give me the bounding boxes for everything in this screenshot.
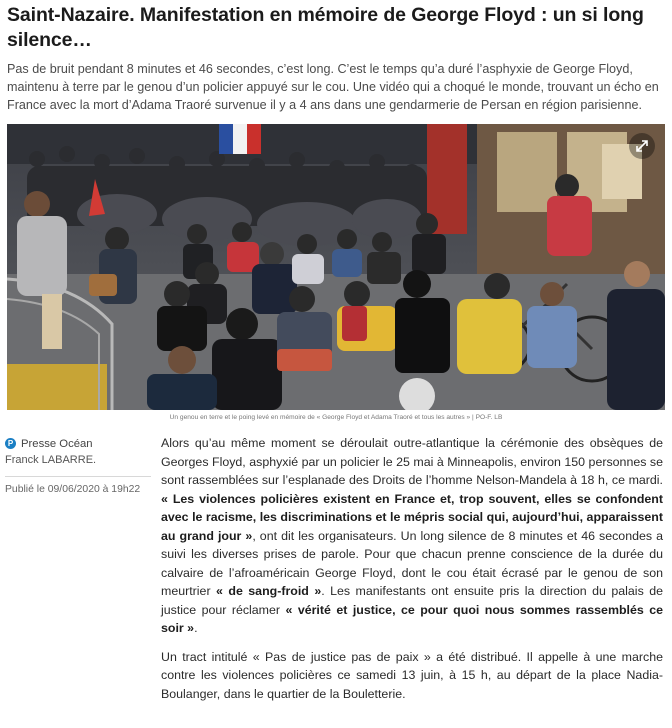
meta-divider: [5, 476, 151, 477]
quote-sang-froid: « de sang-froid »: [216, 584, 322, 598]
author-name: Franck LABARRE.: [5, 454, 97, 466]
source-name[interactable]: Presse Océan: [21, 437, 93, 450]
presse-ocean-logo-icon: P: [5, 438, 16, 449]
article-title: Saint-Nazaire. Manifestation en mémoire de George Floyd : un si long silence…: [7, 4, 644, 51]
body-paragraph-1: [161, 434, 663, 638]
photo-caption: Un genou en terre et le poing levé en mémoire de « George Floyd et Adama Traoré et tous les autres » | PO-F. LB: [169, 414, 503, 421]
article-photo[interactable]: [7, 124, 665, 410]
photo-expand-button[interactable]: [629, 133, 655, 159]
quote-organisers: « Les violences policières existent en France et, trop souvent, elles se confondent avec le racisme, les discriminations et le mépris social qui, aujourd’hui, apparaissent au grand jour »: [161, 491, 663, 543]
body-text-4: .: [194, 621, 198, 635]
article-meta: [5, 436, 151, 495]
body-text-3: . Les manifestants ont ensuite pris la direction du palais de justice pour réclamer: [161, 584, 663, 617]
quote-verite-justice: « vérité et justice, ce pour quoi nous sommes rassemblés ce soir »: [161, 602, 663, 635]
protest-scene-illustration: [7, 124, 665, 410]
publish-date: Publié le 09/06/2020 à 19h22: [5, 484, 141, 495]
source-line[interactable]: [5, 436, 151, 451]
body-text-2: , ont dit les organisateurs. Un long silence de 8 minutes et 46 secondes a suivi les diverses prises de parole. Pour que chacun prenne conscience de la durée du calvaire de l’afroaméricain George Floyd, dont le cou était écrasé par le genou de son meurtrier: [161, 528, 664, 598]
body-paragraph-2: Un tract intitulé « Pas de justice pas de paix » a été distribué. Il appelle à une marche contre les violences policières ce samedi 13 juin, à 15 h, au départ de la place Nadia-Boulanger, dans le quartier de la Bouletterie.: [161, 649, 663, 701]
expand-arrows-icon: [629, 133, 655, 159]
article-lead: Pas de bruit pendant 8 minutes et 46 secondes, c’est long. C’est le temps qu’a duré l’asphyxie de George Floyd, maintenu à terre par le genou d’un policier appuyé sur le cou. Une vidéo qui a choqué le monde, trouvant un écho en France avec la mort d’Adama Traoré survenue il y a 4 ans dans une gendarmerie de Persan en région parisienne.: [7, 62, 659, 112]
body-text-1: Alors qu’au même moment se déroulait outre-atlantique la cérémonie des obsèques de Georges Floyd, asphyxié par un policier le 25 mai à Minneapolis, environ 150 personnes se sont rassemblées sur l’esplanade des Droits de l’homme Nelson-Mandela à 18 h, ce mardi.: [161, 436, 663, 487]
article-body: [161, 434, 663, 703]
